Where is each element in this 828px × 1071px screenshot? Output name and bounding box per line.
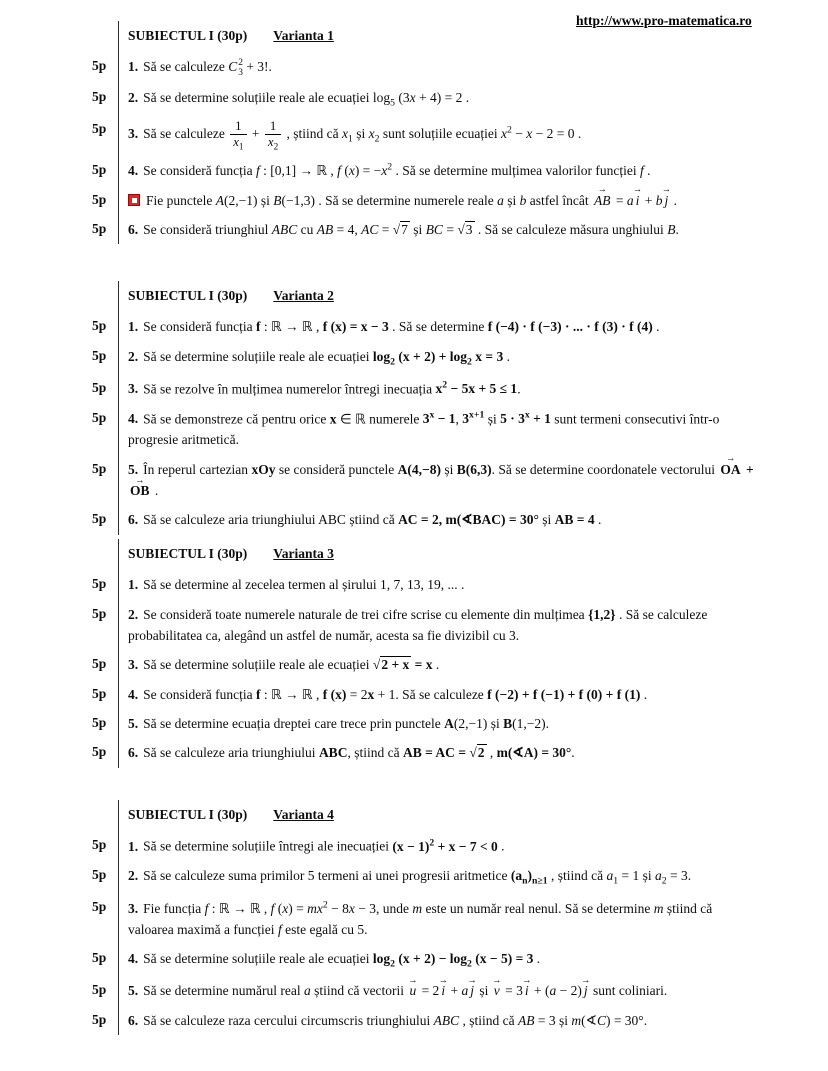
problem-row [92,738,760,767]
problem-number: 1. [128,577,139,593]
problem-number: 1. [128,59,139,75]
problem-number: 1. [128,319,139,335]
points-label: 5p [92,656,107,672]
variant-section [92,281,760,535]
points-label: 5p [92,744,107,760]
problem-number: 4. [128,686,139,702]
problem-number: 2. [128,89,139,105]
section-title: SUBIECTUL I (30p) [128,28,248,43]
problem-text: Să se determine soluțiile întregi ale inecuației $(x - 1)^2 + x - 7 < 0$ . [143,837,505,854]
points-label: 5p [92,409,107,425]
problem-text: Să se determine numărul real a știind că vectorii u → = 2 i → + a j → și v → = 3 i → + (a − 2) j → sunt coliniari. [143,983,667,998]
problem-number: 4. [128,951,139,967]
section-heading-row [92,281,760,312]
broken-image-icon [128,194,140,206]
problem-row [92,455,760,506]
problem-row [92,831,760,861]
problem-text: Să se calculeze suma primilor 5 termeni ai unei progresii aritmetice $(a_n)_{n\ge 1}$ , știind că $a_1 = 1$ și $a_2 = 3$. [143,868,692,887]
problem-text: Se consideră funcția f : [0,1] → ℝ , f $(x) = -x^2$ . Să se determine mulțimea valorilor funcției f . [143,161,651,179]
points-label: 5p [92,347,107,363]
variant-section [92,800,760,1035]
problem-number: 2. [128,868,139,884]
problems-list [92,312,760,534]
problem-text: Se consideră funcția f : ℝ → ℝ , f (x) = 2x + 1. Să se calculeze f (−2) + f (−1) + f (0) + f (1) . [143,686,648,702]
problem-number: 5. [128,715,139,731]
problem-number: 3. [128,657,139,673]
points-label: 5p [92,576,107,592]
points-label: 5p [92,318,107,334]
problem-text: Fie funcția f : ℝ → ℝ , f $(x) = mx^2 - 8x - 3$, unde m este un număr real nenul. Să se determine m știind că valoarea maximă a funcției f este egală cu 5. [128,899,713,938]
points-label: 5p [92,220,107,236]
problem-text: Să se rezolve în mulțimea numerelor întregi inecuația $x^2 - 5x + 5 \le 1$. [143,379,521,397]
problem-row [92,600,760,651]
problem-row [92,505,760,534]
points-label: 5p [92,379,107,395]
section-heading-row [92,539,760,570]
problem-text: Să se calculeze raza cercului circumscris triunghiului ABC , știind că AB = 3 și m(∢C) = 30°. [143,1012,648,1028]
points-gutter [92,21,118,25]
problem-text: În reperul cartezian xOy se consideră punctele A(4,−8) și B(6,3). Să se determine coordonatele vectorului OA → + OB → . [128,462,754,498]
problem-row [92,861,760,893]
problem-row [92,944,760,976]
problem-row [92,186,760,215]
points-label: 5p [92,714,107,730]
problem-number: 6. [128,745,139,761]
problem-text: Să se calculeze aria triunghiului ABC știind că AC = 2, m(∢BAC) = 30° și AB = 4 . [143,512,602,528]
site-url-link[interactable]: http://www.pro-matematica.ro [576,13,752,28]
points-label: 5p [92,511,107,527]
problem-row [92,115,760,156]
problem-text: Să se determine soluțiile reale ale ecuației $\log_2 (x + 2) + \log_2 x = 3$ . [143,348,510,368]
variant-label: Varianta 1 [273,28,334,43]
problem-row [92,404,760,455]
section-heading-row [92,800,760,831]
problem-text: Se consideră triunghiul ABC cu AB = 4, AC = √7 și BC = √3 . Să se calculeze măsura unghiului B. [143,221,679,237]
problem-row [92,650,760,679]
variant-label: Varianta 4 [273,807,334,822]
problem-row [92,976,760,1005]
variant-label: Varianta 2 [273,288,334,303]
variant-section [92,21,760,244]
problem-row [92,1006,760,1035]
variant-section [92,539,760,768]
variant-label: Varianta 3 [273,546,334,561]
points-gutter [92,539,118,543]
problem-number: 6. [128,1012,139,1028]
points-label: 5p [92,120,107,136]
problem-text: Se consideră toate numerele naturale de trei cifre scrise cu elemente din mulțimea {1,2} . Să se calculeze probabilitatea ca, alegând un astfel de număr, acesta sa fie divizibil cu 3. [128,606,708,643]
problem-number: 5. [128,983,139,999]
problem-text: Să se determine soluțiile reale ale ecuației √2 + x = x . [143,657,440,673]
problem-text: Să se determine ecuația dreptei care trece prin punctele A(2,−1) și B(1,−2). [143,715,549,731]
problem-number: 3. [128,900,139,916]
problem-row [92,215,760,244]
problem-number: 2. [128,606,139,622]
section-title: SUBIECTUL I (30p) [128,288,248,303]
section-title: SUBIECTUL I (30p) [128,807,248,822]
section-heading-row [92,21,760,52]
problem-text: Să se calculeze C 2 3 + 3!. [143,57,272,78]
points-label: 5p [92,1011,107,1027]
problem-text: Să se determine soluțiile reale ale ecuației $\log_2 (x + 2) - \log_2 (x - 5) = 3$ . [143,951,541,971]
points-label: 5p [92,837,107,853]
problem-text: Să se determine al zecelea termen al șirului 1, 7, 13, 19, ... . [143,577,465,593]
points-label: 5p [92,191,107,207]
problem-row [92,893,760,944]
points-label: 5p [92,88,107,104]
problem-text: Să se calculeze aria triunghiului ABC, știind că AB = AC = √2 , m(∢A) = 30°. [143,745,575,761]
problem-text: Să se calculeze $\frac{1}{x_1}$ + $\frac{1}{x_2}$ , știind că $x_1$ și $x_2$ sunt soluțiile ecuației $x^2 - x - 2 = 0$ . [143,118,582,152]
problem-text: Să se determine soluțiile reale ale ecuației $\log_5 (3x + 4) = 2$ . [143,89,470,109]
problem-row [92,156,760,186]
problem-text: Să se demonstreze că pentru orice x ∈ ℝ numerele $3^x - 1$, $3^{x+1}$ și $5 \cdot 3^x + 1$ sunt termeni consecutivi într-o progresie aritmetică. [128,409,720,448]
points-label: 5p [92,867,107,883]
points-label: 5p [92,982,107,998]
problem-number: 4. [128,163,139,179]
points-label: 5p [92,605,107,621]
problem-row [92,342,760,374]
problem-number: 3. [128,126,139,142]
problem-row [92,680,760,709]
problem-row [92,83,760,115]
problem-row [92,52,760,83]
problem-number: 3. [128,381,139,397]
problem-number: 4. [128,411,139,427]
problem-number: 2. [128,348,139,364]
points-label: 5p [92,899,107,915]
section-title: SUBIECTUL I (30p) [128,546,248,561]
problem-number: 5. [128,461,139,477]
problem-number: 6. [128,221,139,237]
problems-list [92,570,760,767]
problem-text: Se consideră funcția f : ℝ → ℝ , f (x) = x − 3 . Să se determine f (−4) · f (−3) · ... · f (3) · f (4) . [143,319,660,335]
points-label: 5p [92,685,107,701]
points-label: 5p [92,161,107,177]
points-gutter [92,800,118,804]
problems-list [92,831,760,1035]
problem-text: Fie punctele A(2,−1) și B(−1,3) . Să se determine numerele reale a și b astfel încât AB → = a i → + b j → . [146,193,677,208]
problem-row [92,374,760,404]
points-label: 5p [92,460,107,476]
problem-row [92,709,760,738]
problem-number: 6. [128,512,139,528]
points-label: 5p [92,58,107,74]
problem-row [92,570,760,599]
problem-row [92,312,760,341]
problem-number: 1. [128,838,139,854]
points-gutter [92,281,118,285]
points-label: 5p [92,950,107,966]
problems-list [92,52,760,244]
